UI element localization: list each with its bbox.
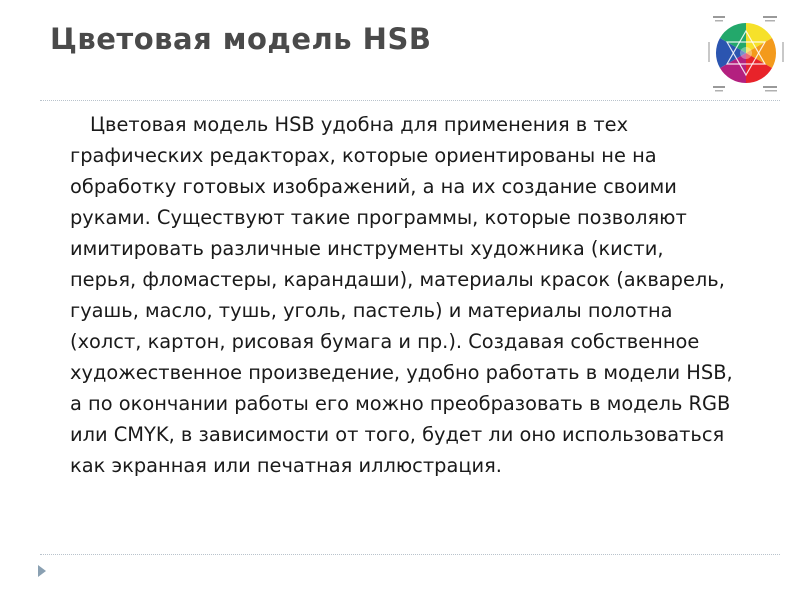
footer-divider bbox=[40, 554, 780, 555]
slide-title: Цветовая модель HSB bbox=[50, 22, 432, 56]
title-divider bbox=[40, 100, 780, 101]
triangle-bullet-icon bbox=[38, 565, 46, 577]
color-wheel-icon bbox=[707, 12, 785, 94]
slide-body-text: Цветовая модель HSB удобна для применения в тех графических редакторах, которые ориентированы не на обработку готовых изображений, а на их создание своими руками. Существуют такие программы, которые позволяют имитировать различные инструменты художника (кисти, перья, фломастеры, карандаши), материалы красок (акварель, гуашь, масло, тушь, уголь, пастель) и материалы полотна (холст, картон, рисовая бумага и пр.). Создавая собственное художественное произведение, удобно работать в модели HSB, а по окончании работы его можно преобразовать в модель RGB или CMYK, в зависимости от того, будет ли оно использоваться как экранная или печатная иллюстрация. bbox=[70, 113, 733, 477]
